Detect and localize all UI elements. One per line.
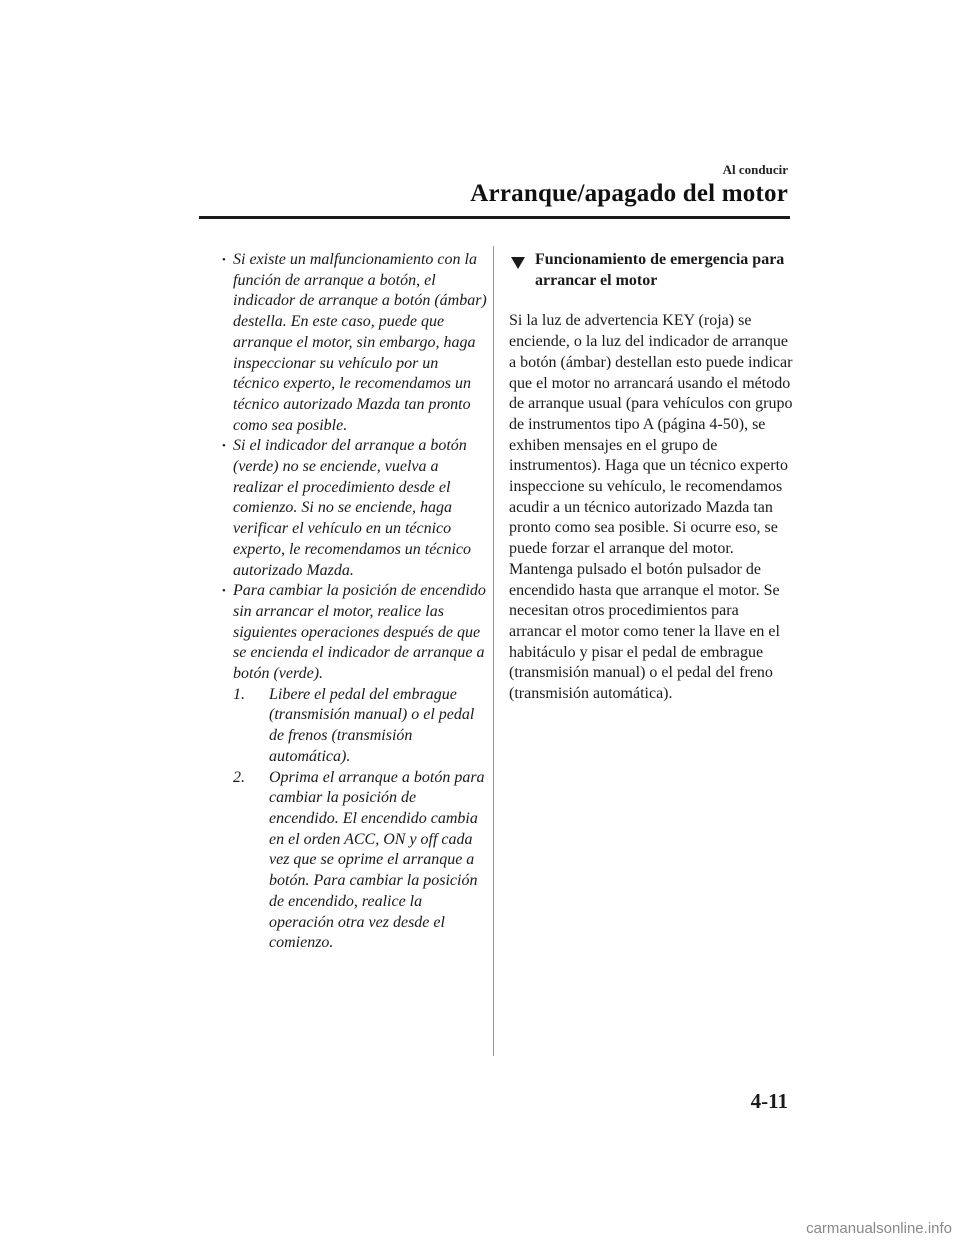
section-label: Al conducir <box>722 162 788 177</box>
step-item <box>233 685 488 768</box>
body-paragraph: Si la luz de advertencia KEY (roja) se enciende, o la luz del indicador de arranque a botón (ámbar) destellan esto puede indicar que el motor no arrancará usando el método de arranque usual (para vehículos con grupo de instrumentos tipo A (página 4-50), se exhiben mensajes en el grupo de instrumentos). Haga que un técnico experto inspeccione su vehículo, le recomendamos acudir a un técnico autorizado Mazda tan pronto como sea posible. Si ocurre eso, se puede forzar el arranque del motor. Mantenga pulsado el botón pulsador de encendido hasta que arranque el motor. Se necesitan otros procedimientos para arrancar el motor como tener la llave en el habitáculo y pisar el pedal de embrague (transmisión manual) o el pedal del freno (transmisión automática). <box>509 312 793 703</box>
step-item <box>233 768 488 954</box>
column-divider <box>493 246 494 1056</box>
step-number: 2. <box>233 768 245 786</box>
left-column <box>222 250 488 954</box>
right-column <box>509 250 794 705</box>
header-rule <box>199 216 790 219</box>
triangle-marker-icon <box>511 257 525 269</box>
page-title: Arranque/apagado del motor <box>470 180 788 207</box>
subheading-text: Funcionamiento de emergencia para arrancar el motor <box>535 251 785 289</box>
bullet-item: • Para cambiar la posición de encendido sin arrancar el motor, realice las siguientes operaciones después de que se encienda el indicador de arranque a botón (verde). <box>222 581 488 685</box>
page-number: 4-11 <box>750 1089 788 1113</box>
footer-watermark-url: carmanualsonline.info <box>806 1220 952 1237</box>
section-subheading <box>509 250 794 291</box>
step-number: 1. <box>233 685 245 703</box>
bullet-item: • Si existe un malfuncionamiento con la función de arranque a botón, el indicador de arranque a botón (ámbar) destella. En este caso, puede que arranque el motor, sin embargo, haga inspeccionar su vehículo por un técnico experto, le recomendamos un técnico autorizado Mazda tan pronto como sea posible. <box>222 250 488 436</box>
step-text: Oprima el arranque a botón para cambiar la posición de encendido. El encendido cambia en el orden ACC, ON y off cada vez que se oprime el arranque a botón. Para cambiar la posición de encendido, realice la operación otra vez desde el comienzo. <box>269 768 485 952</box>
bullet-item: • Si el indicador del arranque a botón (verde) no se enciende, vuelva a realizar el procedimiento desde el comienzo. Si no se enciende, haga verificar el vehículo en un técnico experto, le recomendamos un técnico autorizado Mazda. <box>222 436 488 581</box>
step-list <box>222 685 488 954</box>
step-text: Libere el pedal del embrague (transmisión manual) o el pedal de frenos (transmisión automática). <box>269 685 475 765</box>
